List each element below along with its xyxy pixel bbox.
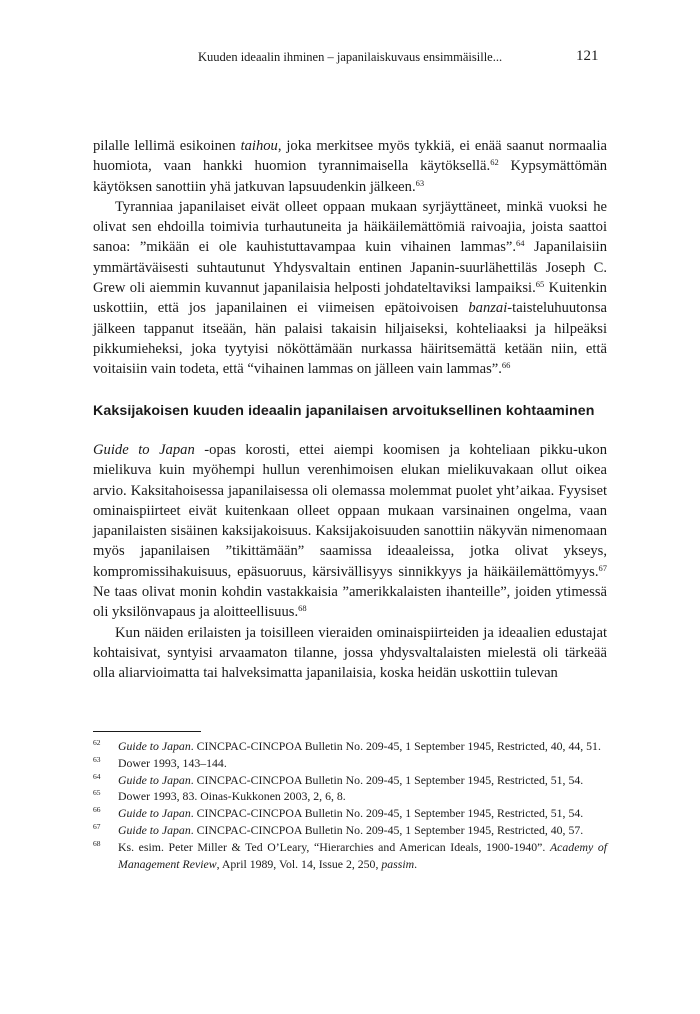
paragraph: pilalle lellimä esikoinen taihou, joka merkitsee myös tykkiä, ei enää saanut normaalia huomiota, vaan hankki huomion tyrannimaisella käytöksellä.$^{62}$ Kypsymättömän käytöksen sanottiin yhä jatkuvan lapsuudenkin jälkeen.$^{63}$ [93, 138, 607, 195]
footnote-ref: 65 [535, 279, 545, 290]
body-section-1 [93, 136, 607, 380]
running-title: Kuuden ideaalin ihminen – japanilaiskuvaus ensimmäisille... [198, 50, 503, 64]
footnote-number: 68 [93, 838, 101, 848]
footnote: 65 Dower 1993, 83. Oinas-Kukkonen 2003, 2, 6, 8. [93, 788, 607, 805]
footnote: 66 Guide to Japan. CINCPAC-CINCPOA Bulletin No. 209-45, 1 September 1945, Restricted, 51, 54. [93, 805, 607, 822]
footnote-number: 65 [93, 788, 101, 798]
footnote: 62 Guide to Japan. CINCPAC-CINCPOA Bulletin No. 209-45, 1 September 1945, Restricted, 40, 44, 51. [93, 738, 607, 755]
italic-term: taihou [240, 138, 278, 154]
footnote-number: 62 [93, 738, 101, 747]
footnote-number: 66 [93, 805, 101, 815]
paragraph: Tyranniaa japanilaiset eivät olleet oppaan mukaan syrjäyttäneet, minkä vuoksi he olivat sen ehdoilla toimivia turhautuneita ja häikäilemättömiä raivoajia, joista saattoi sanoa: ”mikään ei ole kauhistuttavampaa kuin vihainen lammas”.$^{64}$ Japanilaisiin ymmärtäväisesti suhtautunut Yhdysvaltain entinen Japanin-suurlähettiläs Joseph C. Grew oli aiemmin kuvannut japanilaisia helposti johdateltaviksi lampaiksi.$^{65}$ Kuitenkin uskottiin, että jos japanilainen ei viimeisen epätoivoisen banzai-taisteluhuutonsa jälkeen tappanut itseään, hän palaisi takaisin hiljaiseksi, kohteliaaksi ja hilpeäksi pikkumieheksi, joka tyytyisi nököttämään nurkassa häiritsemättä ketään niin, että voitaisiin vain todeta, että “vihainen lammas on jälleen vain lammas”.$^{66}$ [93, 198, 607, 378]
paragraph: Guide to Japan -opas korosti, ettei aiempi koomisen ja kohteliaan pikku-ukon mielikuva kuin myöhempi hullun verenhimoisen elukan mielikuvakaan ollut oikea arvio. Kaksitahoisessa japanilaisessa oli olemassa molemmat puolet yht’aikaa. Fyysiset ominaispiirteet eivät kuitenkaan olleet oppaan mukaan varsinainen ongelma, vaan japanilaisten sisäinen kaksijakoisuus. Kaksijakoisuuden sanottiin näkyvän nimenomaan myös japanilaisen ”tikittämään” saamissa ideaaleissa, jotka olivat ykseys, kompromissihakuisuus, epäsuoruus, kärsivällisyys sinnikkyys ja häikäilemättömyys.$^{67}$ Ne taas olivat monin kohdin vastakkaisia ”amerikkalaisten ihanteille”, joiden ytimessä oli yksilönvapaus ja aloitteellisuus.$^{68}$ [93, 442, 607, 621]
footnote: 64 Guide to Japan. CINCPAC-CINCPOA Bulletin No. 209-45, 1 September 1945, Restricted, 51, 54. [93, 772, 607, 789]
footnotes [93, 738, 607, 872]
page-number: 121 [576, 48, 599, 64]
footnote: 63 Dower 1993, 143–144. [93, 755, 607, 772]
footnote: 67 Guide to Japan. CINCPAC-CINCPOA Bulletin No. 209-45, 1 September 1945, Restricted, 40, 57. [93, 822, 607, 839]
footnote-ref: 67 [598, 562, 607, 573]
footnote-number: 63 [93, 754, 101, 764]
footnote-divider [93, 731, 201, 732]
footnote-ref: 68 [298, 603, 307, 614]
footnote-number: 64 [93, 771, 101, 781]
italic-title: Guide to Japan [93, 442, 195, 458]
footnote: 68 Ks. esim. Peter Miller & Ted O’Leary, “Hierarchies and American Ideals, 1900-1940”. Academy of Management Review, April 1989, Vol. 14, Issue 2, 250, passim. [93, 839, 607, 873]
paragraph: Kun näiden erilaisten ja toisilleen vieraiden ominaispiirteiden ja ideaalien edustajat kohtaisivat, syntyisi arvaamaton tilanne, jossa yhdysvaltalaisten mielestä oli tärkeää olla aliarvioimatta tai halveksimatta japanilaisia, koska heidän uskottiin tulevan [93, 624, 607, 682]
footnote-number: 67 [93, 821, 101, 831]
italic-term: banzai [468, 300, 508, 317]
footnote-ref: 63 [415, 177, 425, 188]
footnote-ref: 64 [516, 238, 525, 249]
footnote-ref: 62 [490, 157, 499, 168]
body-section-2 [93, 440, 607, 684]
footnote-ref: 66 [501, 360, 511, 371]
section-heading: Kaksijakoisen kuuden ideaalin japanilaisen arvoituksellinen kohtaaminen [93, 403, 595, 419]
